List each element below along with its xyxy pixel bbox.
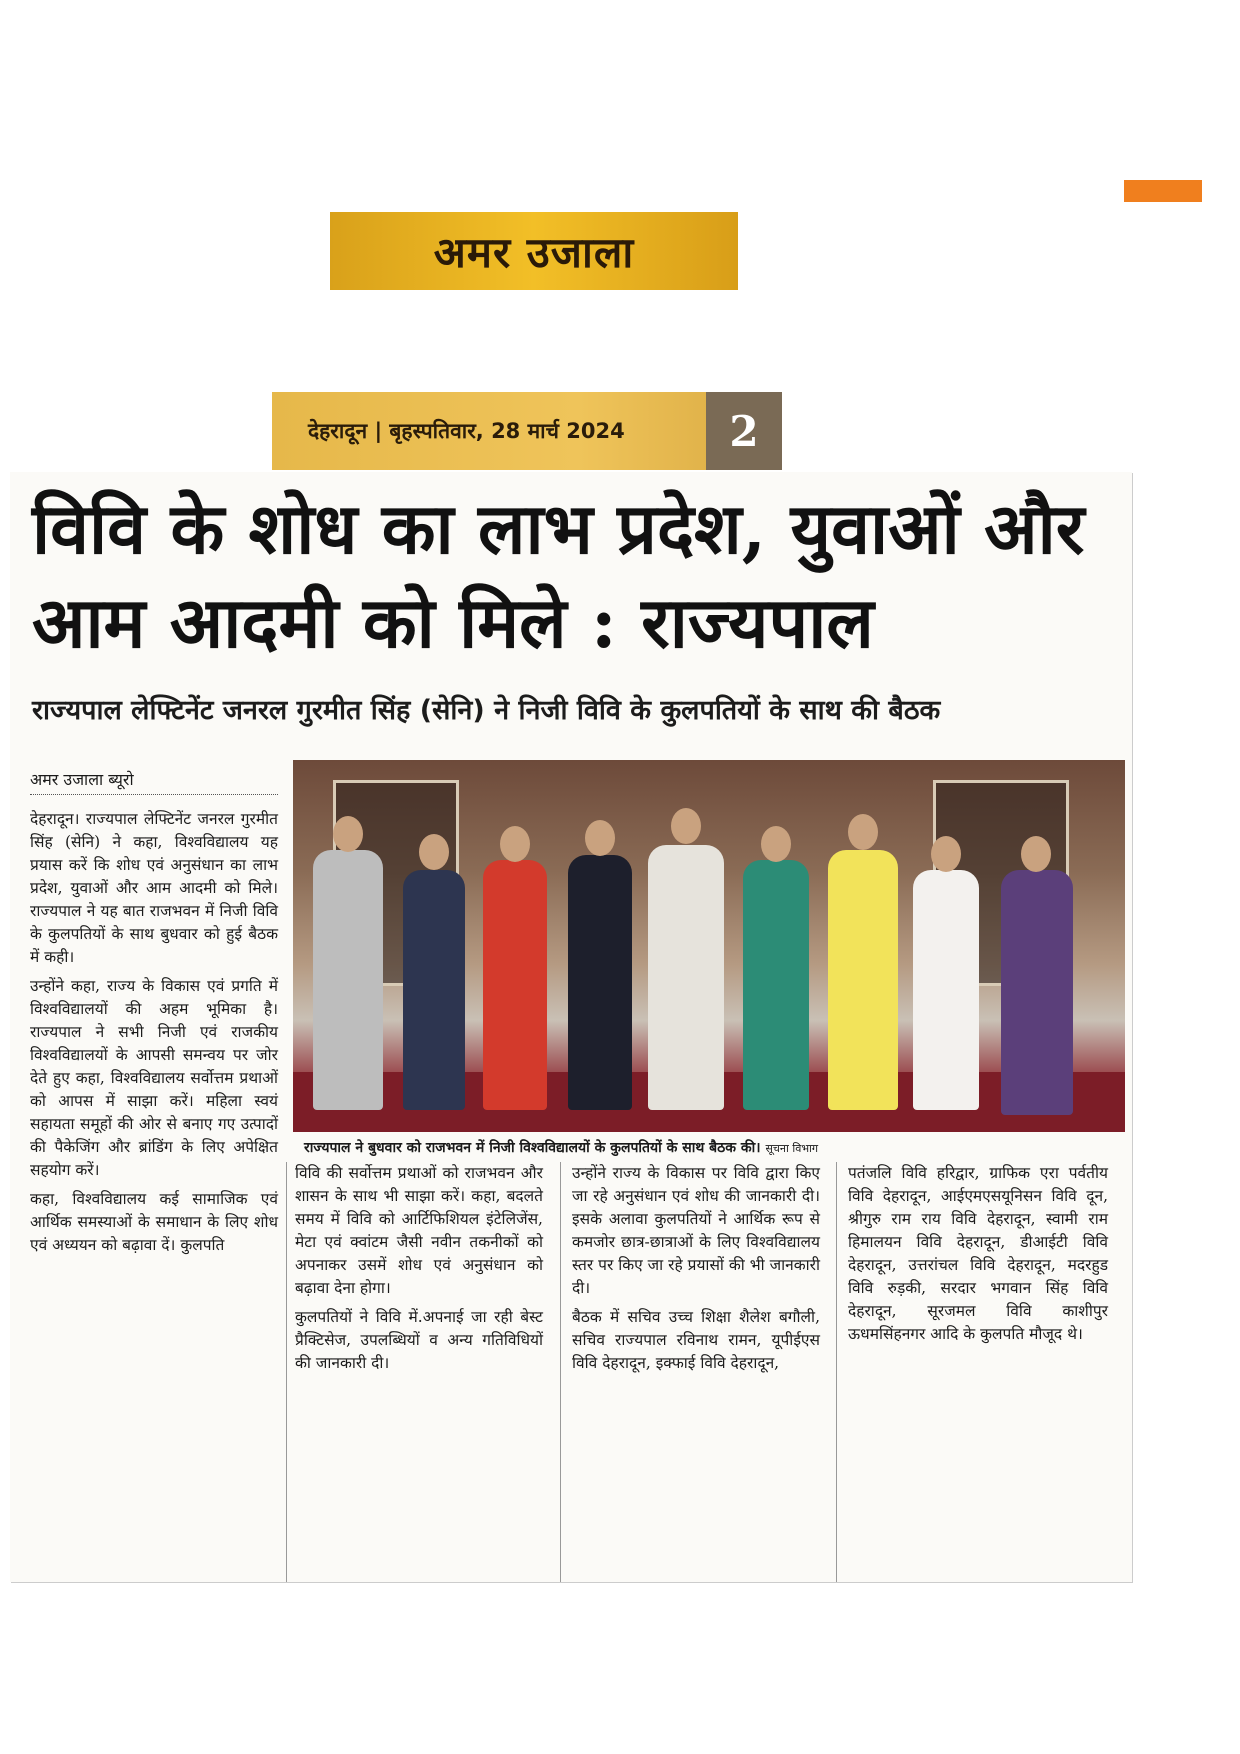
- person-head: [671, 808, 701, 844]
- article-column-1: [30, 808, 278, 1263]
- article-byline: अमर उजाला ब्यूरो: [30, 768, 278, 795]
- person-figure: [483, 860, 547, 1110]
- article-headline: विवि के शोध का लाभ प्रदेश, युवाओं और आम आदमी को मिले : राज्यपाल: [32, 487, 1085, 664]
- newspaper-clipping: [10, 472, 1132, 1582]
- person-figure: [1001, 870, 1073, 1115]
- column-divider: [286, 1162, 287, 1582]
- paragraph: कहा, विश्वविद्यालय कई सामाजिक एवं आर्थिक समस्याओं के समाधान के लिए शोध एवं अध्ययन को बढ़ावा दें। कुलपति: [30, 1190, 278, 1254]
- person-head: [848, 814, 878, 850]
- person-figure: [828, 850, 898, 1110]
- column-divider: [836, 1162, 837, 1582]
- person-figure: [913, 870, 979, 1110]
- dateline-text: देहरादून | बृहस्पतिवार, 28 मार्च 2024: [308, 419, 625, 443]
- person-head: [1021, 836, 1051, 872]
- person-figure: [568, 855, 632, 1110]
- paragraph: उन्होंने कहा, राज्य के विकास एवं प्रगति में विश्वविद्यालयों की अहम भूमिका है। राज्यपाल ने सभी निजी एवं राजकीय विश्वविद्यालयों के आपसी समन्वय पर जोर देते हुए कहा, विश्वविद्यालय सर्वोत्तम प्रथाओं को आपस में साझा करें। महिला स्वयं सहायता समूहों की ओर से बनाए गए उत्पादों की पैकेजिंग और ब्रांडिंग के लिए अपेक्षित सहयोग करें।: [30, 977, 278, 1179]
- photo-caption-text: राज्यपाल ने बुधवार को राजभवन में निजी विश्वविद्यालयों के कुलपतियों के साथ बैठक की।: [304, 1140, 761, 1156]
- person-figure: [313, 850, 383, 1110]
- person-head: [500, 826, 530, 862]
- masthead-logo-text: अमर उजाला: [433, 227, 635, 277]
- dateline-strip: [272, 392, 782, 470]
- paragraph: देहरादून। राज्यपाल लेफ्टिनेंट जनरल गुरमीत सिंह (सेनि) ने कहा, विश्वविद्यालय यह प्रयास करें कि शोध एवं अनुसंधान का लाभ प्रदेश, युवाओं और आम आदमी को मिले। राज्यपाल ने यह बात राजभवन में निजी विवि के कुलपतियों के साथ बुधवार को हुई बैठक में कही।: [30, 810, 278, 966]
- paragraph: विवि की सर्वोत्तम प्रथाओं को राजभवन और शासन के साथ भी साझा करें। कहा, बदलते समय में विवि को आर्टिफिशियल इंटेलिजेंस, मेटा एवं क्वांटम जैसी नवीन तकनीकों को अपनाकर उसमें शोध एवं अनुसंधान को बढ़ावा देना होगा।: [295, 1164, 543, 1297]
- column-divider: [560, 1162, 561, 1582]
- person-head: [761, 826, 791, 862]
- article-column-3: [572, 1162, 820, 1381]
- paragraph: कुलपतियों ने विवि में.अपनाई जा रही बेस्ट प्रैक्टिसेज, उपलब्धियों व अन्य गतिविधियों की जानकारी दी।: [295, 1308, 543, 1372]
- person-head: [585, 820, 615, 856]
- paragraph: उन्होंने राज्य के विकास पर विवि द्वारा किए जा रहे अनुसंधान एवं शोध की जानकारी दी। इसके अलावा कुलपतियों ने आर्थिक रूप से कमजोर छात्र-छात्राओं के लिए विश्वविद्यालय स्तर पर किए जा रहे प्रयासों की भी जानकारी दी।: [572, 1164, 820, 1297]
- person-figure: [648, 845, 724, 1110]
- group-photo: [293, 760, 1125, 1132]
- newspaper-masthead: [330, 212, 738, 290]
- article-column-2: [295, 1162, 543, 1381]
- photo-credit: सूचना विभाग: [765, 1142, 819, 1155]
- person-head: [931, 836, 961, 872]
- person-figure: [743, 860, 809, 1110]
- paragraph: बैठक में सचिव उच्च शिक्षा शैलेश बगौली, सचिव राज्यपाल रविनाथ रामन, यूपीईएस विवि देहरादून, इक्फाई विवि देहरादून,: [572, 1308, 820, 1372]
- orange-tab-marker: [1124, 180, 1202, 202]
- person-head: [419, 834, 449, 870]
- photo-caption: [304, 1138, 1124, 1157]
- article-column-4: [848, 1162, 1108, 1352]
- page-number: 2: [706, 392, 782, 470]
- person-figure: [403, 870, 465, 1110]
- article-subhead: राज्यपाल लेफ्टिनेंट जनरल गुरमीत सिंह (सेनि) ने निजी विवि के कुलपतियों के साथ की बैठक: [32, 695, 941, 726]
- person-head: [333, 816, 363, 852]
- paragraph: पतंजलि विवि हरिद्वार, ग्राफिक एरा पर्वतीय विवि देहरादून, आईएमएसयूनिसन विवि दून, श्रीगुरु राम राय विवि देहरादून, स्वामी राम हिमालयन विवि देहरादून, डीआईटी विवि देहरादून, उत्तरांचल विवि देहरादून, मदरहुड विवि रुड़की, सरदार भगवान सिंह विवि देहरादून, सूरजमल विवि काशीपुर ऊधमसिंहनगर आदि के कुलपति मौजूद थे।: [848, 1164, 1108, 1343]
